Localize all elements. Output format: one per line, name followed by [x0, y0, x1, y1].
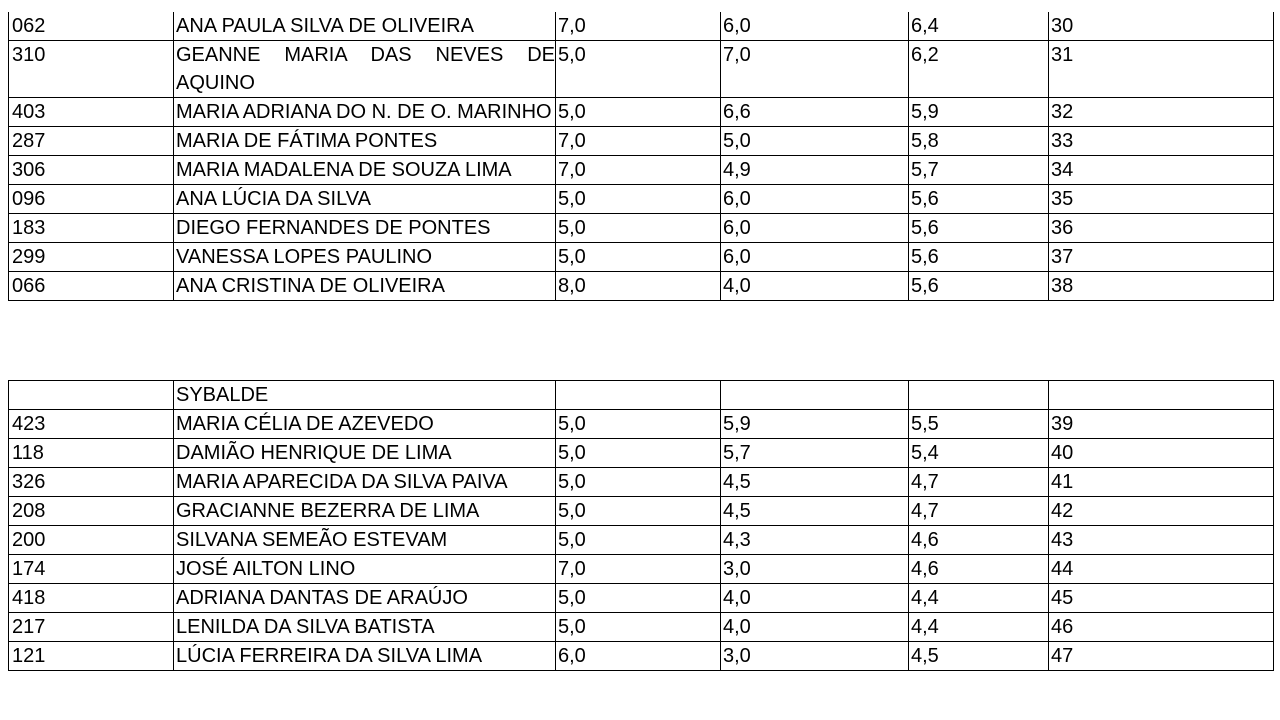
candidate-name-cell: MARIA MADALENA DE SOUZA LIMA [174, 156, 556, 185]
grade-2-cell: 4,0 [721, 584, 909, 613]
table-row [9, 613, 1274, 642]
rank-cell: 38 [1049, 272, 1274, 301]
grade-2-cell: 5,7 [721, 439, 909, 468]
candidate-name-cell: JOSÉ AILTON LINO [174, 555, 556, 584]
grade-2-cell: 7,0 [721, 41, 909, 98]
grade-1-cell: 5,0 [556, 185, 721, 214]
results-table-part-1 [8, 12, 1274, 301]
average-grade-cell: 6,4 [909, 12, 1049, 41]
grade-1-cell: 8,0 [556, 272, 721, 301]
grade-2-cell: 5,9 [721, 410, 909, 439]
average-grade-cell: 5,6 [909, 214, 1049, 243]
table-row [9, 41, 1274, 98]
table-row [9, 12, 1274, 41]
rank-cell: 45 [1049, 584, 1274, 613]
grade-2-cell: 3,0 [721, 642, 909, 671]
average-grade-cell: 5,8 [909, 127, 1049, 156]
candidate-code-cell: 423 [9, 410, 174, 439]
candidate-code-cell: 062 [9, 12, 174, 41]
table-row [9, 98, 1274, 127]
grade-1-cell: 5,0 [556, 410, 721, 439]
average-grade-cell: 5,7 [909, 156, 1049, 185]
grade-1-cell: 5,0 [556, 41, 721, 98]
rank-cell [1049, 381, 1274, 410]
table-row [9, 584, 1274, 613]
grade-1-cell [556, 381, 721, 410]
candidate-code-cell: 200 [9, 526, 174, 555]
candidate-name-cell: GRACIANNE BEZERRA DE LIMA [174, 497, 556, 526]
candidate-name-cell: VANESSA LOPES PAULINO [174, 243, 556, 272]
average-grade-cell: 4,5 [909, 642, 1049, 671]
grade-2-cell: 6,0 [721, 185, 909, 214]
candidate-code-cell [9, 381, 174, 410]
table-row [9, 214, 1274, 243]
rank-cell: 39 [1049, 410, 1274, 439]
candidate-name-cell: DAMIÃO HENRIQUE DE LIMA [174, 439, 556, 468]
candidate-code-cell: 310 [9, 41, 174, 98]
average-grade-cell: 4,7 [909, 468, 1049, 497]
candidate-code-cell: 403 [9, 98, 174, 127]
average-grade-cell [909, 381, 1049, 410]
average-grade-cell: 5,6 [909, 243, 1049, 272]
grade-1-cell: 7,0 [556, 555, 721, 584]
candidate-name-cell: ANA LÚCIA DA SILVA [174, 185, 556, 214]
candidate-name-cell: ADRIANA DANTAS DE ARAÚJO [174, 584, 556, 613]
candidate-code-cell: 096 [9, 185, 174, 214]
candidate-name-cell: ANA PAULA SILVA DE OLIVEIRA [174, 12, 556, 41]
grade-2-cell: 4,5 [721, 468, 909, 497]
average-grade-cell: 5,6 [909, 272, 1049, 301]
rank-cell: 31 [1049, 41, 1274, 98]
rank-cell: 34 [1049, 156, 1274, 185]
rank-cell: 43 [1049, 526, 1274, 555]
table-row [9, 272, 1274, 301]
average-grade-cell: 4,6 [909, 526, 1049, 555]
candidate-code-cell: 118 [9, 439, 174, 468]
table-row [9, 185, 1274, 214]
candidate-name-cell: MARIA CÉLIA DE AZEVEDO [174, 410, 556, 439]
average-grade-cell: 4,4 [909, 613, 1049, 642]
average-grade-cell: 5,5 [909, 410, 1049, 439]
candidate-code-cell: 306 [9, 156, 174, 185]
rank-cell: 44 [1049, 555, 1274, 584]
table-row [9, 468, 1274, 497]
candidate-name-cell: MARIA DE FÁTIMA PONTES [174, 127, 556, 156]
grade-2-cell: 6,6 [721, 98, 909, 127]
candidate-name-cell: LENILDA DA SILVA BATISTA [174, 613, 556, 642]
rank-cell: 35 [1049, 185, 1274, 214]
grade-1-cell: 5,0 [556, 584, 721, 613]
candidate-code-cell: 287 [9, 127, 174, 156]
grade-1-cell: 5,0 [556, 98, 721, 127]
table-row [9, 156, 1274, 185]
rank-cell: 42 [1049, 497, 1274, 526]
grade-1-cell: 7,0 [556, 127, 721, 156]
grade-2-cell [721, 381, 909, 410]
candidate-code-cell: 208 [9, 497, 174, 526]
candidate-name-cell: MARIA ADRIANA DO N. DE O. MARINHO [174, 98, 556, 127]
candidate-code-cell: 121 [9, 642, 174, 671]
average-grade-cell: 5,9 [909, 98, 1049, 127]
rank-cell: 41 [1049, 468, 1274, 497]
results-table-part-2 [8, 380, 1274, 671]
average-grade-cell: 5,6 [909, 185, 1049, 214]
average-grade-cell: 4,6 [909, 555, 1049, 584]
candidate-name-cell: GEANNE MARIA DAS NEVES DE AQUINO [174, 41, 556, 98]
candidate-code-cell: 299 [9, 243, 174, 272]
rank-cell: 47 [1049, 642, 1274, 671]
grade-1-cell: 7,0 [556, 12, 721, 41]
candidate-name-cell: DIEGO FERNANDES DE PONTES [174, 214, 556, 243]
candidate-code-cell: 066 [9, 272, 174, 301]
table-row [9, 410, 1274, 439]
rank-cell: 33 [1049, 127, 1274, 156]
grade-2-cell: 6,0 [721, 12, 909, 41]
table-row [9, 642, 1274, 671]
candidate-name-cell: LÚCIA FERREIRA DA SILVA LIMA [174, 642, 556, 671]
candidate-name-cell: SILVANA SEMEÃO ESTEVAM [174, 526, 556, 555]
grade-1-cell: 7,0 [556, 156, 721, 185]
rank-cell: 37 [1049, 243, 1274, 272]
grade-1-cell: 5,0 [556, 526, 721, 555]
page-break-gap [8, 373, 1273, 378]
grade-1-cell: 5,0 [556, 613, 721, 642]
grade-2-cell: 6,0 [721, 243, 909, 272]
grade-2-cell: 4,5 [721, 497, 909, 526]
grade-1-cell: 5,0 [556, 243, 721, 272]
grade-2-cell: 4,3 [721, 526, 909, 555]
grade-2-cell: 4,0 [721, 272, 909, 301]
candidate-code-cell: 418 [9, 584, 174, 613]
average-grade-cell: 5,4 [909, 439, 1049, 468]
grade-1-cell: 5,0 [556, 439, 721, 468]
grade-1-cell: 6,0 [556, 642, 721, 671]
table-row [9, 497, 1274, 526]
table-body [9, 12, 1274, 301]
table-row [9, 243, 1274, 272]
grade-2-cell: 6,0 [721, 214, 909, 243]
candidate-name-cell: ANA CRISTINA DE OLIVEIRA [174, 272, 556, 301]
table-body [9, 381, 1274, 671]
table-row [9, 127, 1274, 156]
candidate-name-cell: SYBALDE [174, 381, 556, 410]
rank-cell: 40 [1049, 439, 1274, 468]
rank-cell: 32 [1049, 98, 1274, 127]
grade-2-cell: 5,0 [721, 127, 909, 156]
rank-cell: 36 [1049, 214, 1274, 243]
grade-1-cell: 5,0 [556, 468, 721, 497]
rank-cell: 46 [1049, 613, 1274, 642]
candidate-code-cell: 217 [9, 613, 174, 642]
table-row [9, 526, 1274, 555]
grade-1-cell: 5,0 [556, 214, 721, 243]
table-row [9, 555, 1274, 584]
grade-1-cell: 5,0 [556, 497, 721, 526]
grade-2-cell: 4,0 [721, 613, 909, 642]
average-grade-cell: 4,4 [909, 584, 1049, 613]
grade-2-cell: 4,9 [721, 156, 909, 185]
candidate-code-cell: 174 [9, 555, 174, 584]
average-grade-cell: 4,7 [909, 497, 1049, 526]
candidate-name-cell: MARIA APARECIDA DA SILVA PAIVA [174, 468, 556, 497]
average-grade-cell: 6,2 [909, 41, 1049, 98]
candidate-code-cell: 183 [9, 214, 174, 243]
table-row [9, 381, 1274, 410]
candidate-code-cell: 326 [9, 468, 174, 497]
table-row [9, 439, 1274, 468]
rank-cell: 30 [1049, 12, 1274, 41]
grade-2-cell: 3,0 [721, 555, 909, 584]
